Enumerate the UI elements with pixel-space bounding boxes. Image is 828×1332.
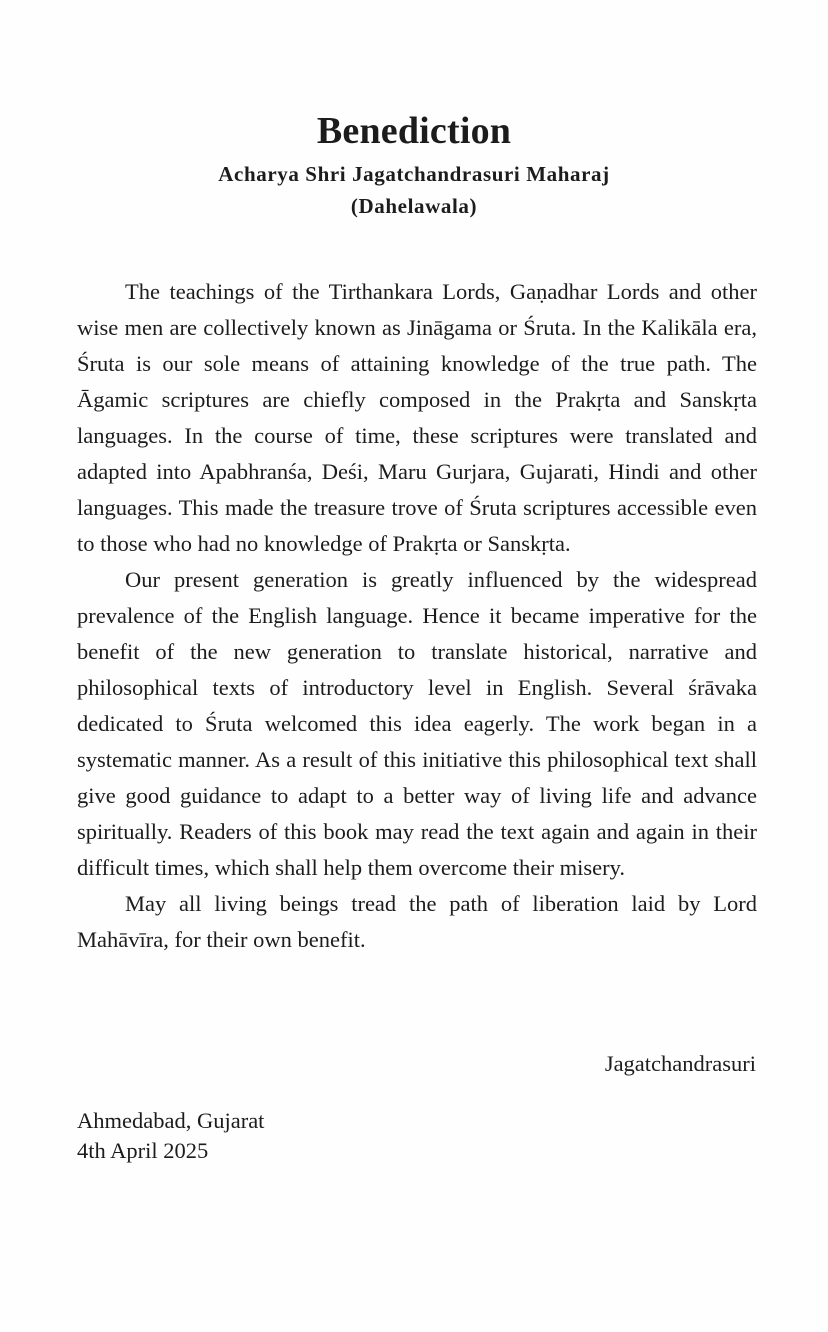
paragraph-1: The teachings of the Tirthankara Lords, Gaṇadhar Lords and other wise men are collectively known as Jināgama or Śruta. In the Kalikāla era, Śruta is our sole means of attaining knowledge of the true path. The Āgamic scriptures are chiefly composed in the Prakṛta and Sanskṛta languages. In the course of time, these scriptures were translated and adapted into Apabhranśa, Deśi, Maru Gurjara, Gujarati, Hindi and other languages. This made the treasure trove of Śruta scriptures accessible even to those who had no knowledge of Prakṛta or Sanskṛta. <box>77 279 757 556</box>
page-title: Benediction <box>316 110 512 152</box>
author-line: Acharya Shri Jagatchandrasuri Maharaj <box>218 162 610 186</box>
place-date-block <box>77 1106 264 1166</box>
date: 4th April 2025 <box>77 1138 209 1163</box>
place: Ahmedabad, Gujarat <box>77 1108 265 1133</box>
body-text <box>77 274 757 958</box>
paragraph-3: May all living beings tread the path of liberation laid by Lord Mahāvīra, for their own benefit. <box>77 891 757 952</box>
paragraph-2: Our present generation is greatly influenced by the widespread prevalence of the English language. Hence it became imperative for the benefit of the new generation to translate historical, narrative and philosophical texts of introductory level in English. Several śrāvaka dedicated to Śruta welcomed this idea eagerly. The work began in a systematic manner. As a result of this initiative this philosophical text shall give good guidance to adapt to a better way of living life and advance spiritually. Readers of this book may read the text again and again in their difficult times, which shall help them overcome their misery. <box>77 567 757 880</box>
signature: Jagatchandrasuri <box>604 1051 756 1076</box>
heading-block <box>0 108 828 222</box>
author-alias: (Dahelawala) <box>350 194 478 218</box>
